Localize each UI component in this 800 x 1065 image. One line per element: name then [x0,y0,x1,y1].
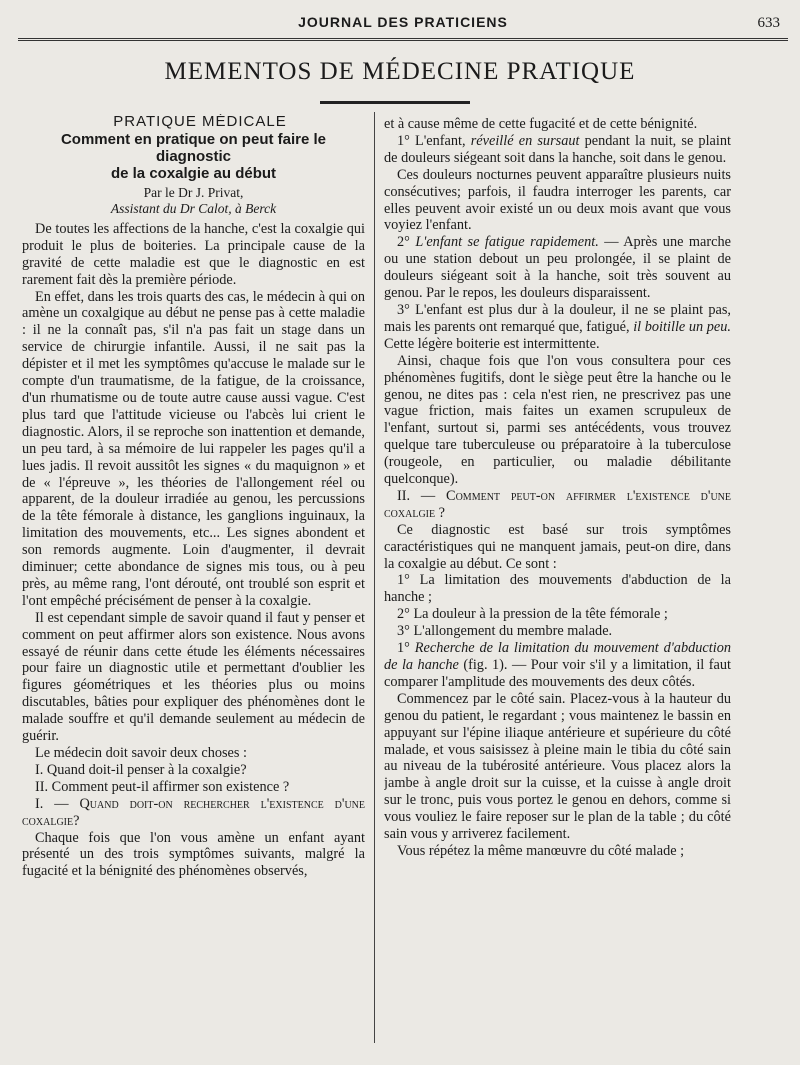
left-column [22,114,365,1047]
author-byline: Par le Dr J. Privat, [143,184,244,200]
paragraph: Le médecin doit savoir deux choses : [35,745,248,761]
paragraph: Vous répétez la même manœuvre du côté malade ; [397,842,685,859]
emphasis: L'enfant se fatigue rapidement. [415,234,599,251]
paragraph: Il est cependant simple de savoir quand il faut y penser et comment on peut affirmer alors son existence. Nous avons essayé de réunir dans cette étude les éléments nécessaires pour faire un diagnostic utile et permettant d'oublier les figures géométriques et les théories plus ou moins discutables, bâties pour expliquer des phénomènes dont le malade souffre et qu'il demande seulement au médecin de guérir. [22,609,365,745]
question-item: II. Comment peut-il affirmer son existence ? [35,778,290,795]
symptom-text: — Après une marche ou une station debout un peu prolongée, il se plaint de douleurs siégeant soit à la hanche, soit très souvent au genou. Par le repos, les douleurs disparaissent. [384,234,731,302]
subsection-number: 1° [397,640,415,657]
page-number: 633 [757,15,780,31]
article-title-line1: Comment en pratique on peut faire le diagnostic [60,130,327,165]
right-column [384,116,731,1047]
list-item: 2° La douleur à la pression de la tête fémorale ; [397,606,668,623]
subsection-text: (fig. 1). — Pour voir s'il y a limitation, il faut comparer l'amplitude des mouvements des deux côtés. [384,657,731,690]
paragraph: En effet, dans les trois quarts des cas, le médecin à qui on amène un coxalgique au début ne pense pas à cette maladie : il ne la connaît pas, s'il n'a pas fait un stage dans un service de chirurgie infantile. Aussi, il ne sait pas la dépister et il met les symptômes qu'accuse le malade sur le compte d'un traumatisme, de la fatigue, de la croissance, d'un rhumatisme ou de toute autre cause aussi vague. C'est plus tard que l'attitude vicieuse ou l'abcès lui crient le diagnostic. Alors, il se reproche son inattention et demande, un peu tard, à sa mémoire de lui rappeler les pages qu'il a lues jadis. Il revoit aussitôt les signes « du maquignon » et de « l'épreuve », les théories de l'allongement réel ou apparent, de la douleur irradiée au genou, les percussions de la tête fémorale à distance, les ganglions inguinaux, la limitation des mouvements, etc... Les signes abondent et son remords augmente. Loin d'augmenter, il devrait diminuer; cette abondance de signes mis tous, ou à peu près, au même rang, l'ont dérouté, ont troublé son esprit et l'ont empêché précisément de penser à la coxalgie. [22,288,365,609]
symptom-number: 2° [397,234,416,251]
section-number: I. — [35,795,80,812]
section-number: II. — [397,487,447,504]
section-heading-text: Quand doit-on rechercher l'existence d'une coxalgie? [22,795,365,829]
symptom-item [384,302,731,353]
symptom-item [384,133,731,167]
section-heading [22,796,365,830]
author-affiliation: Assistant du Dr Calot, à Berck [110,200,277,216]
article-title [22,131,365,182]
column-divider [374,112,375,1043]
paragraph: Commencez par le côté sain. Placez-vous à la hauteur du genou du patient, le regardant ; vous maintenez le bassin en appuyant sur l'épine iliaque antérieure et supérieure du côté malade, et vous saisissez à pleine main le tibia du côté sain au niveau de la tubérosité antérieure. Vous placez alors la jambe à angle droit sur la cuisse, et la cuisse à angle droit sur le tronc, puis vous portez le genou en dehors, comme si vous vouliez le faire reposer sur le plan de la table ; du côté sain vous y arriverez facilement. [384,690,731,843]
subsection-item [384,640,731,691]
paragraph: Chaque fois que l'on vous amène un enfant ayant présenté un des trois symptômes suivants, malgré la fugacité et la bénignité des phénomènes observés, [22,829,365,880]
article-title-line2: de la coxalgie au début [110,164,277,182]
paragraph: De toutes les affections de la hanche, c'est la coxalgie qui produit le plus de boiteries. La principale cause de la gravité de cette maladie est que le diagnostic en est rarement fait dès la première période. [22,220,365,288]
paragraph: Ce diagnostic est basé sur trois symptômes caractéristiques qui ne manquent jamais, peut-on dire, dans la coxalgie au début. Ce sont : [384,521,731,572]
emphasis: réveillé en sursaut [470,132,580,149]
paragraph: et à cause même de cette fugacité et de cette bénignité. [384,116,698,132]
journal-name: JOURNAL DES PRATICIENS [298,14,508,30]
list-item: 1° La limitation des mouvements d'abduction de la hanche ; [384,572,731,606]
section-title: MEMENTOS DE MÉDECINE PRATIQUE [164,58,636,85]
paragraph: Ces douleurs nocturnes peuvent apparaître plusieurs nuits consécutives; parfois, il faudra interroger les parents, car elles peuvent avoir existé un ou deux mois avant que vous voyiez l'enfant. [384,166,731,234]
paragraph: Ainsi, chaque fois que l'on vous consultera pour ces phénomènes fugitifs, dont le siège peut être la hanche ou le genou, ne dites pas : cela n'est rien, ne prescrivez pas une vague friction, mais faites un examen scrupuleux de l'enfant, surtout si, parmi ses antécédents, vous trouvez quelque tare tuberculeuse ou préparatoire à la tuberculose (rougeole, en particulier, ou maladie débilitante quelconque). [384,352,731,488]
list-item: 3° L'allongement du membre malade. [397,623,613,640]
question-item: I. Quand doit-il penser à la coxalgie? [35,761,247,778]
symptom-text: 3° L'enfant est plus dur à la douleur, il ne se plaint pas, mais les parents ont remarqué que, fatigué, [384,301,731,335]
title-rule [320,101,470,104]
rubric: PRATIQUE MÉDICALE [113,114,287,130]
emphasis: il boitille un peu. [633,318,731,335]
symptom-number: 1° L'enfant, [397,132,471,149]
emphasis: Recherche de la limitation du mouvement d'abduction de la hanche [384,640,731,673]
symptom-text: Cette légère boiterie est intermittente. [384,335,600,352]
page-header [18,8,788,41]
section-heading-text: Comment peut-on affirmer l'existence d'une coxalgie ? [384,487,731,521]
section-heading [384,488,731,522]
symptom-text: pendant la nuit, se plaint de douleurs siégeant soit dans la hanche, soit dans le genou. [384,132,731,166]
symptom-item [384,234,731,302]
